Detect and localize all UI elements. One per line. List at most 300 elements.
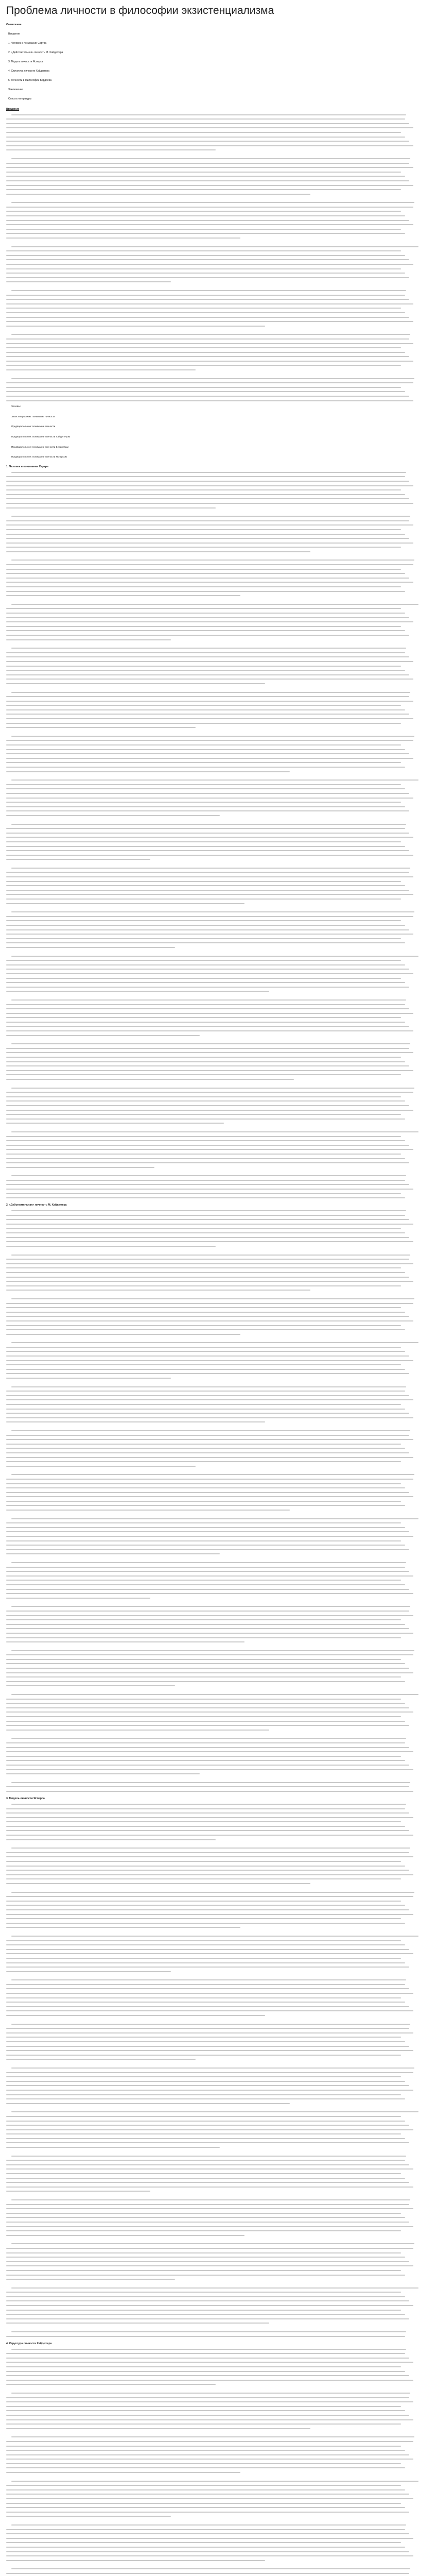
text-line [6,578,409,579]
text-line [6,1791,413,1792]
text-line [6,185,413,186]
text-line [6,211,401,212]
text-line [6,1545,405,1546]
text-line [6,1703,405,1704]
text-line [6,920,401,921]
text-line [6,268,401,269]
text-line [11,1606,410,1607]
text-line [6,382,413,383]
text-line [6,991,269,992]
text-line [6,172,401,173]
text-line [6,2366,401,2367]
text-line [11,2199,410,2200]
text-line [6,529,401,530]
text-line [6,1949,409,1950]
text-line [6,238,240,239]
text-line [6,224,413,225]
text-line [6,2173,401,2174]
text-line [6,338,409,340]
text-line [6,815,220,816]
text-line [6,1927,240,1928]
text-line [6,982,405,983]
text-line [6,1953,413,1954]
text-line [6,520,409,521]
paragraph-gap [6,1470,417,1474]
text-line [6,273,405,274]
toc-item[interactable]: 5. Личность в философии Бердяева [8,78,52,82]
text-line [6,2336,405,2337]
text-line [6,2085,409,2086]
text-line [6,1522,401,1523]
text-line [6,793,409,794]
text-line [6,573,405,574]
paragraph-gap [6,1931,417,1936]
text-line [11,824,406,825]
text-line [6,1659,401,1660]
text-line [6,1487,405,1488]
text-line [6,127,413,128]
text-line [6,391,405,392]
text-line [6,1721,405,1722]
text-line [6,1905,405,1906]
text-line [6,347,401,348]
text-line [6,2129,413,2130]
text-line [6,1162,409,1163]
text-line [6,1716,401,1717]
text-line [6,1918,401,1919]
text-line [6,1580,401,1581]
text-line [6,1812,409,1814]
text-line [6,2424,401,2425]
text-line [6,229,401,230]
text-line [6,714,409,715]
toc-item[interactable]: 3. Модель личности Ясперса [8,60,43,63]
text-line [6,1786,409,1787]
text-line [6,758,413,759]
text-line [6,2459,413,2460]
text-line [6,1277,409,1278]
text-line [6,1856,413,1857]
text-line [6,2406,401,2407]
paragraph-gap [6,1558,417,1562]
text-line [6,2235,245,2236]
text-line [6,1057,401,1058]
text-line [11,2481,418,2482]
text-line [6,767,405,768]
text-line [6,281,171,282]
text-line [6,2076,401,2077]
text-line [6,727,196,728]
text-line [6,1874,413,1875]
text-line [6,595,240,596]
text-line [6,400,413,401]
text-line [6,2323,269,2324]
text-line [6,696,409,697]
text-line [6,317,409,318]
paragraph-gap [6,732,417,736]
text-line [6,163,409,164]
text-line [6,1641,245,1642]
text-line [11,1474,414,1475]
text-line [6,1219,409,1220]
text-line [6,1699,401,1700]
text-line [6,1923,405,1924]
text-line [6,1074,401,1075]
text-line [6,295,405,296]
paragraph-gap [6,1171,417,1175]
text-line [11,1088,414,1089]
paragraph-gap [6,2239,417,2243]
text-line [6,1510,290,1511]
text-line [6,762,401,763]
text-line [6,1184,409,1185]
text-line [11,334,410,335]
text-line [6,1747,409,1748]
text-line [6,1123,224,1124]
text-line [11,1175,406,1176]
text-line [6,1193,401,1194]
enum-item: Предварительное: понимание личности Хайдеггером [11,435,71,438]
paragraph-gap [6,2151,417,2156]
text-line [6,1993,413,1994]
enum-item: Предварительное: понимание личности Ясперсом [11,455,67,459]
text-line [6,1817,413,1818]
paragraph-gap [6,1690,417,1694]
text-line [6,343,413,344]
paragraph-gap [6,2432,417,2436]
text-line [6,1197,405,1198]
text-line [6,2547,405,2548]
text-line [6,1628,409,1629]
text-line [6,2094,401,2095]
text-line [6,1984,405,1985]
text-line [6,220,409,221]
text-line [6,1668,409,1669]
text-line [6,494,405,495]
text-line [11,1804,406,1805]
text-line [6,2498,413,2499]
text-line [6,2305,413,2306]
text-line [6,2125,409,2126]
text-line [6,2384,216,2385]
toc-item[interactable]: 4. Структура личности Хайдеггера [8,69,49,73]
text-line [6,1711,413,1713]
text-line [11,1043,410,1044]
paragraph-gap [6,952,417,956]
text-line [6,1479,413,1480]
text-line [6,806,405,807]
text-line [6,1681,405,1682]
text-line [11,472,406,473]
text-line [6,264,413,265]
text-line [6,2428,310,2429]
text-line [11,1694,418,1695]
text-line [11,1892,414,1893]
text-line [6,1483,401,1484]
text-line [6,1914,413,1915]
text-line [6,1527,405,1528]
paragraph-gap [6,2388,417,2393]
text-line [6,2252,401,2253]
text-line [6,1878,401,1879]
text-line [6,1373,409,1374]
text-line [6,2046,409,2047]
text-line [6,1593,413,1594]
text-line [6,2529,405,2530]
toc-item[interactable]: Список литературы [8,97,32,100]
paragraph-gap [6,1127,417,1131]
text-line [6,1461,401,1462]
text-line [6,987,409,988]
text-line [6,167,413,168]
text-line [6,2555,413,2556]
text-line [6,2358,409,2359]
text-line [6,1492,409,1493]
text-line [6,740,413,741]
text-line [6,1413,409,1414]
text-line [6,476,405,477]
text-line [6,784,401,785]
text-line [6,387,401,388]
text-line [6,1404,401,1405]
text-line [6,1017,401,1018]
text-line [6,1290,310,1291]
text-line [11,1342,418,1343]
text-line [11,1131,418,1132]
text-line [6,2380,413,2381]
paragraph-gap [6,775,417,779]
paragraph-gap [6,688,417,692]
text-line [6,1154,401,1155]
text-line [6,2318,409,2319]
text-line [6,1466,196,1467]
text-line [6,1553,220,1554]
text-line [6,1958,401,1959]
text-line [6,964,405,965]
text-line [11,378,414,379]
paragraph-gap [6,863,417,868]
text-line [6,1536,413,1537]
toc-item[interactable]: Введение [8,32,20,36]
intro-heading: Введение [6,107,20,111]
toc-item[interactable]: Заключение [8,88,23,91]
text-line [6,582,413,583]
text-line [6,1364,401,1365]
text-line [6,2454,409,2455]
text-line [6,1589,409,1590]
text-line [6,1654,413,1655]
text-line [6,1944,405,1945]
text-line [6,1826,405,1827]
text-line [6,1026,409,1027]
text-line [11,202,414,203]
text-line [6,1417,413,1418]
text-line [11,2568,410,2569]
text-line [6,369,196,370]
text-line [11,1738,406,1739]
text-line [6,929,409,930]
text-line [6,608,401,609]
text-line [6,942,405,943]
text-line [6,613,405,614]
text-line [6,2573,409,2574]
toc-item[interactable]: 2. «Действительная» личность М. Хайдеггера [8,50,63,54]
text-line [6,2098,405,2099]
text-line [11,2349,406,2350]
text-line [6,1092,413,1093]
text-line [6,123,409,124]
paragraph-gap [6,1250,417,1255]
toc-item[interactable]: 1. Человек в понимании Сартра [8,41,47,45]
text-line [11,1936,418,1937]
text-line [6,798,413,799]
text-line [6,2041,405,2042]
text-line [11,692,410,693]
paragraph-gap [6,2195,417,2199]
text-line [6,1866,405,1867]
paragraph-gap [6,2477,417,2481]
text-line [6,2463,401,2464]
text-line [6,2055,401,2056]
paragraph-gap [6,1646,417,1650]
text-line [6,1448,405,1449]
text-line [6,2059,196,2060]
text-line [6,749,405,750]
text-line [6,2270,401,2271]
text-line [6,1598,150,1599]
text-line [6,850,409,851]
text-line [6,141,409,142]
text-line [6,1096,401,1097]
enum-item: Предварительное: понимание личности Бердяевым [11,445,69,448]
text-line [6,2182,409,2183]
text-line [6,978,401,979]
text-line [6,303,413,304]
text-line [6,543,413,544]
text-line [6,2292,401,2293]
text-line [6,2133,401,2134]
text-line [6,1395,409,1396]
text-line [6,2032,413,2033]
text-line [11,290,406,291]
text-line [6,1022,405,1023]
text-line [6,352,405,353]
paragraph-gap [6,995,417,999]
text-line [6,1030,413,1031]
enum-list [6,404,417,460]
text-line [11,868,410,869]
text-line [11,779,418,781]
text-line [6,2275,405,2276]
text-line [6,489,401,490]
text-line [6,1048,409,1049]
text-line [6,1830,409,1831]
text-line [6,2415,409,2416]
text-line [6,1571,409,1572]
text-line [6,947,175,948]
text-line [6,194,310,195]
text-line [6,259,409,260]
text-line [11,911,414,912]
text-line [6,1883,310,1884]
paragraph-gap [6,286,417,290]
text-line [6,2204,409,2205]
paragraph-gap [6,1083,417,1088]
text-line [6,1619,401,1620]
text-line [6,872,409,873]
text-line [6,916,413,917]
text-line [6,753,409,754]
section-text-3 [6,1804,417,2337]
text-line [6,2410,405,2411]
text-line [6,145,413,146]
text-line [6,2248,413,2249]
text-line [6,524,413,526]
text-line [6,1004,405,1005]
text-line [6,2006,409,2007]
text-line [6,1962,405,1963]
text-line [6,2160,405,2161]
text-line [6,1742,405,1743]
text-line [6,1180,405,1181]
text-line [6,1997,401,1998]
text-line [6,1751,413,1752]
text-line [6,903,245,904]
text-line [11,1782,410,1783]
text-line [6,1079,294,1080]
text-line [6,2300,409,2301]
text-line [6,788,405,789]
text-line [6,2261,409,2262]
text-line [6,361,413,362]
text-line [6,1329,405,1330]
text-line [6,1052,413,1053]
text-line [6,1228,401,1229]
paragraph-gap [6,1843,417,1848]
text-line [6,2542,401,2543]
paragraph-gap [6,643,417,648]
paragraph-gap [6,242,417,246]
text-line [6,1267,401,1268]
text-line [6,308,401,309]
text-line [6,1435,409,1436]
text-line [11,1298,414,1299]
text-line [6,1118,405,1120]
text-line [6,1285,401,1286]
text-line [6,1351,405,1352]
text-line [6,215,405,216]
section-heading-3: 3. Модель личности Ясперса [6,1797,45,1800]
text-line [11,2067,414,2069]
text-line [6,2314,405,2315]
text-line [6,1567,405,1568]
paragraph-gap [6,600,417,604]
text-line [6,885,405,886]
text-line [11,648,406,649]
text-line [6,617,409,618]
text-line [6,1100,405,1101]
text-line [6,1312,405,1313]
text-line [6,2015,265,2016]
paragraph-gap [6,1294,417,1298]
text-line [6,973,413,974]
text-line [6,498,409,499]
text-line [6,1263,413,1264]
paragraph-gap [6,2020,417,2024]
text-line [6,365,401,366]
text-line [6,938,401,939]
text-line [6,1870,409,1871]
